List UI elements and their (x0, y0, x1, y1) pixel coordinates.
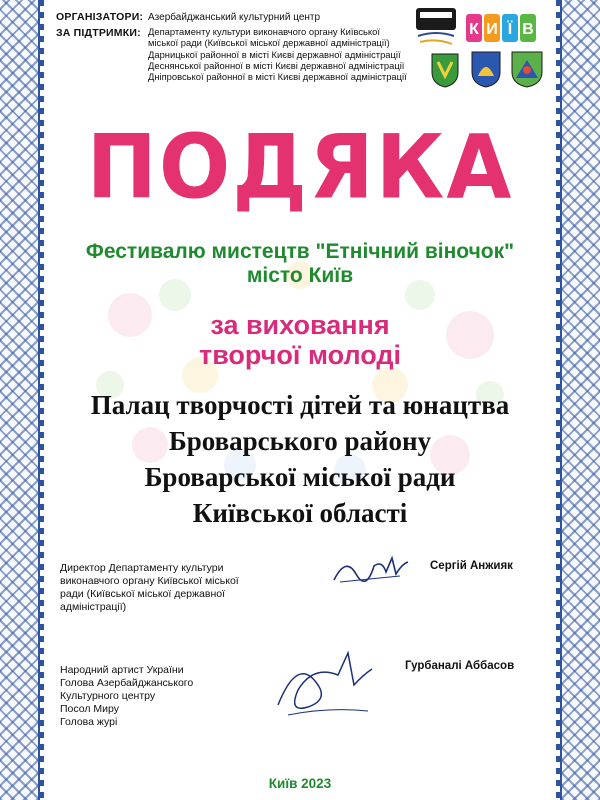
award-reason: творчої молоді (198, 340, 402, 370)
signatory-name: Гурбаналі Аббасов (405, 660, 515, 672)
organizers-label: ОРГАНІЗАТОРИ: (56, 11, 144, 23)
support-line: Департаменту культури виконавчого органу Київської (148, 26, 380, 37)
coat-of-arms-icon (430, 52, 460, 88)
coat-of-arms-icon (510, 50, 544, 88)
support-line: міської ради (Київської міської державної адміністрації) (148, 37, 390, 49)
kyiv-logo (464, 8, 540, 48)
position-line: ради (Київської міської державної (60, 588, 226, 600)
position-line: Голова Азербайджанського (60, 677, 194, 689)
certificate-title: ПОДЯКА (86, 115, 514, 219)
signature-image (330, 552, 410, 586)
signatory-position (60, 562, 239, 614)
position-line: Народний артист України (60, 664, 184, 676)
recipient-line: Палац творчості дітей та юнацтва (90, 390, 510, 420)
recipient-line: Київської області (192, 498, 408, 528)
support-line: Дарницької районної в місті Києві державної адміністрації (148, 48, 401, 60)
signatory-name: Сергій Анжияк (430, 560, 513, 572)
kyiv-letter: К (469, 21, 479, 38)
organizers-value: Азербайджанський культурний центр (148, 12, 321, 23)
position-line: Культурного центру (60, 690, 156, 702)
position-line: Директор Департаменту культури (60, 562, 224, 574)
piano-logo (410, 2, 462, 50)
support-list (148, 26, 407, 82)
support-line: Дніпровської районної в місті Києві державної адміністрації (148, 71, 407, 83)
kyiv-letter: И (486, 21, 498, 38)
support-row (56, 28, 141, 39)
signatory-position (60, 664, 193, 729)
kyiv-letter: Ї (507, 21, 513, 38)
signature-image (268, 645, 378, 720)
kyiv-letter: В (522, 21, 534, 38)
organizers-row (56, 11, 321, 23)
support-line: Деснянської районної в місті Києві державної адміністрації (148, 59, 405, 71)
coat-of-arms-icon (470, 50, 502, 88)
recipient-line: Броварського району (168, 426, 432, 456)
position-line: виконавчого органу Київської міської (60, 575, 239, 587)
position-line: Посол Миру (60, 703, 119, 715)
recipient-line: Броварської міської ради (144, 462, 456, 492)
city-year: Київ 2023 (268, 776, 332, 791)
festival-city: місто Київ (246, 264, 354, 287)
position-line: Голова журі (60, 716, 118, 728)
festival-name: Фестивалю мистецтв "Етнічний віночок" (85, 240, 515, 263)
award-reason: за виховання (210, 310, 390, 340)
support-label: ЗА ПІДТРИМКИ: (56, 27, 141, 39)
position-line: адміністрації) (60, 601, 127, 613)
